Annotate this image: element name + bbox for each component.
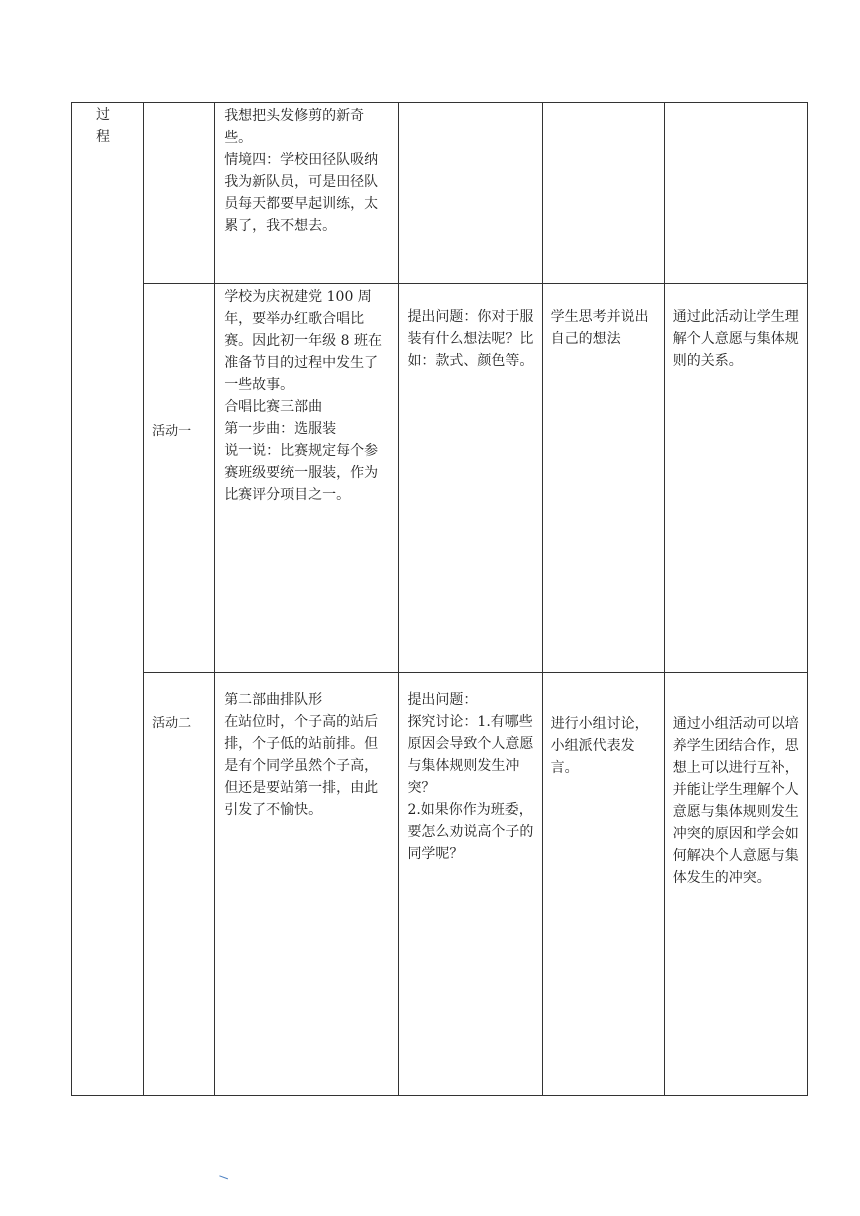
content-cell <box>215 103 399 284</box>
student-cell <box>542 284 664 673</box>
table-row <box>72 284 808 673</box>
stage-label: 过程 <box>96 107 110 145</box>
content-cell <box>215 673 399 1096</box>
content-text: 第二部曲排队形 在站位时，个子高的站后排，个子低的站前排。但是有个同学虽然个子高，但还是要站第一排，由此引发了不愉快。 <box>224 692 379 818</box>
table-row <box>72 673 808 1096</box>
stray-pen-mark <box>219 1171 230 1180</box>
activity-cell <box>144 284 215 673</box>
intent-cell <box>664 284 807 673</box>
teacher-activity-text: 提出问题： 探究讨论：1.有哪些原因会导致个人意愿与集体规则发生冲突？ 2.如果你作为班委，要怎么劝说高个子的同学呢？ <box>407 692 534 862</box>
content-text: 学校为庆祝建党 100 周年，要举办红歌合唱比赛。因此初一年级 8 班在准备节目的过程中发生了一些故事。 合唱比赛三部曲 第一步曲：选服装 说一说：比赛规定每个参赛班级要统一服装，作为比赛评分项目之一。 <box>224 289 382 503</box>
intent-cell <box>664 103 807 284</box>
activity-label: 活动二 <box>152 716 192 731</box>
student-activity-text: 学生思考并说出自己的想法 <box>550 309 649 347</box>
student-cell <box>542 673 664 1096</box>
stage-cell <box>72 103 144 1096</box>
design-intent-text: 通过此活动让学生理解个人意愿与集体规则的关系。 <box>672 309 799 369</box>
design-intent-text: 通过小组活动可以培养学生团结合作，思想上可以进行互补，并能让学生理解个人意愿与集体规则发生冲突的原因和学会如何解决个人意愿与集体发生的冲突。 <box>672 716 799 886</box>
teacher-activity-text <box>399 103 541 105</box>
content-text: 我想把头发修剪的新奇些。 情境四：学校田径队吸纳我为新队员，可是田径队员每天都要早起训练，太累了，我不想去。 <box>224 108 379 234</box>
student-activity-text <box>543 103 664 105</box>
teacher-cell <box>399 673 542 1096</box>
table-row <box>72 103 808 284</box>
activity-label: 活动一 <box>152 424 192 439</box>
student-activity-text: 进行小组讨论，小组派代表发言。 <box>550 716 649 776</box>
activity-cell <box>144 673 215 1096</box>
design-intent-text <box>665 103 807 105</box>
teacher-cell <box>399 103 542 284</box>
activity-cell <box>144 103 215 284</box>
content-cell <box>215 284 399 673</box>
teacher-activity-text: 提出问题：你对于服装有什么想法呢？比如：款式、颜色等。 <box>407 309 534 369</box>
student-cell <box>542 103 664 284</box>
lesson-plan-table <box>71 102 808 1096</box>
teacher-cell <box>399 284 542 673</box>
intent-cell <box>664 673 807 1096</box>
